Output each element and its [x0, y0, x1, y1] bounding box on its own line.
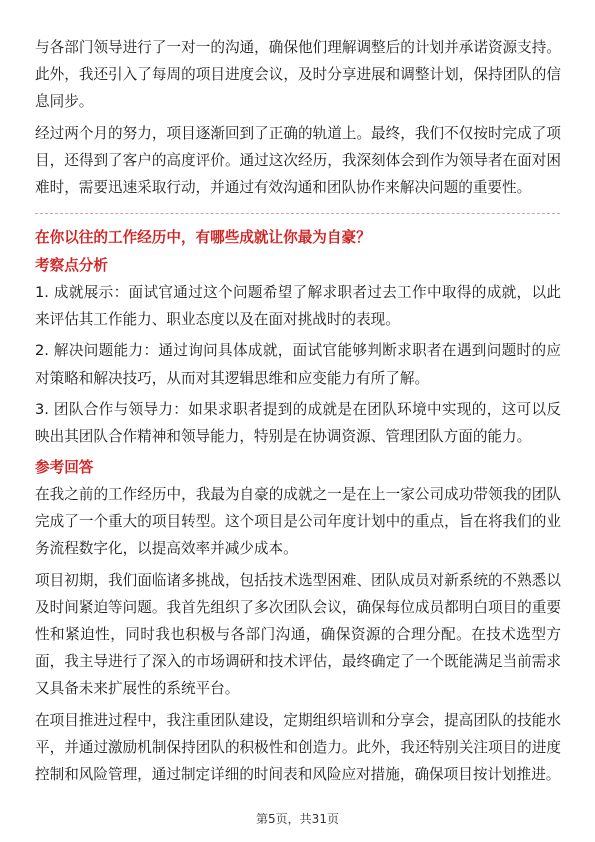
answer-paragraph: 项目初期，我们面临诸多挑战，包括技术选型困难、团队成员对新系统的不熟悉以及时间紧迫等问题。我首先组织了多次团队会议，确保每位成员都明白项目的重要性和紧迫性，同时我也积极与各部门沟通，确保资源的合理分配。在技术选型方面，我主导进行了深入的市场调研和技术评估，最终确定了一个既能满足当前需求又具备未来扩展性的系统平台。	[35, 571, 561, 698]
answer-title: 参考回答	[35, 459, 94, 476]
answer-paragraph: 在我之前的工作经历中，我最为自豪的成就之一是在上一家公司成功带领我的团队完成了一个重大的项目转型。这个项目是公司年度计划中的重点，旨在将我们的业务流程数字化，以提高效率并减少成本。	[35, 486, 561, 558]
analysis-list	[35, 279, 561, 454]
answer-body	[35, 481, 561, 792]
answer-paragraph: 在项目推进过程中，我注重团队建设，定期组织培训和分享会，提高团队的技能水平，并通过激励机制保持团队的积极性和创造力。此外，我还特别关注项目的进度控制和风险管理，通过制定详细的时间表和风险应对措施，确保项目按计划推进。	[35, 711, 561, 784]
intro-paragraph: 与各部门领导进行了一对一的沟通，确保他们理解调整后的计划并承诺资源支持。此外，我还引入了每周的项目进度会议，及时分享进展和调整计划，保持团队的信息同步。	[35, 39, 561, 111]
analysis-item: 1. 成就展示：面试官通过这个问题希望了解求职者过去工作中取得的成就，以此来评估其工作能力、职业态度以及在面对挑战时的表现。	[35, 284, 561, 329]
question-heading: 在你以往的工作经历中，有哪些成就让你最为自豪？	[35, 229, 371, 246]
section-divider	[35, 213, 560, 214]
analysis-title: 考察点分析	[35, 257, 108, 274]
page-number: 第5页，共31页	[256, 812, 339, 826]
analysis-item: 3. 团队合作与领导力：如果求职者提到的成就是在团队环境中实现的，这可以反映出其团队合作精神和领导能力，特别是在协调资源、管理团队方面的能力。	[35, 400, 561, 446]
intro-section	[35, 34, 561, 205]
analysis-item: 2. 解决问题能力：通过询问具体成就，面试官能够判断求职者在遇到问题时的应对策略和解决技巧，从而对其逻辑思维和应变能力有所了解。	[35, 342, 561, 387]
intro-paragraph: 经过两个月的努力，项目逐渐回到了正确的轨道上。最终，我们不仅按时完成了项目，还得到了客户的高度评价。通过这次经历，我深刻体会到作为领导者在面对困难时，需要迅速采取行动，并通过有效沟通和团队协作来解决问题的重要性。	[35, 124, 561, 197]
